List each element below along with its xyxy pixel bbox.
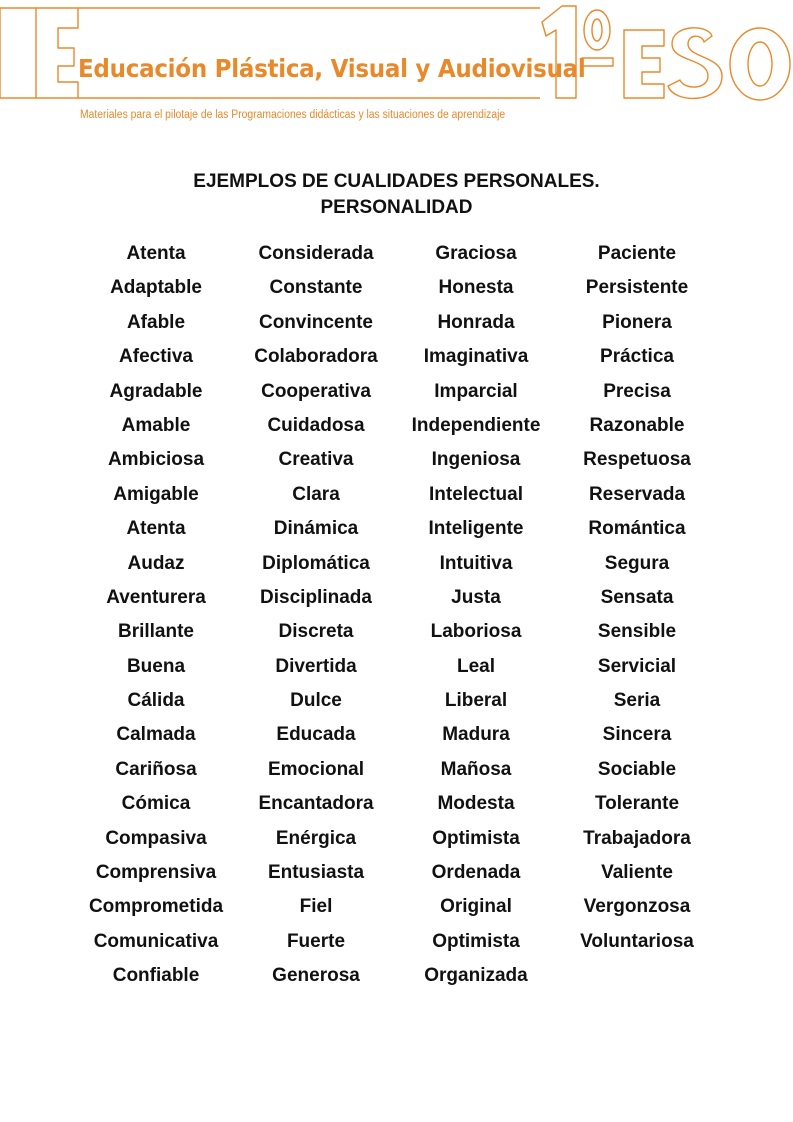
quality-word: Ordenada: [431, 862, 521, 884]
quality-word: Seria: [613, 690, 661, 712]
quality-word: Calmada: [116, 724, 196, 746]
quality-word: Imaginativa: [423, 346, 529, 368]
quality-word: Ambiciosa: [107, 449, 205, 471]
qualities-word-grid: [76, 240, 718, 997]
document-title: [0, 169, 793, 221]
quality-word: Cariñosa: [115, 758, 197, 780]
quality-word: Generosa: [272, 965, 360, 987]
quality-word: Reservada: [588, 483, 686, 505]
quality-word: Atenta: [126, 518, 186, 540]
quality-word: Agradable: [109, 380, 203, 402]
quality-word: Buena: [126, 655, 186, 677]
quality-word: Madura: [442, 724, 510, 746]
eso-e-outline: [624, 30, 664, 98]
quality-word: Honesta: [438, 277, 514, 299]
quality-word: Ingeniosa: [431, 449, 521, 471]
document-title-line-1: EJEMPLOS DE CUALIDADES PERSONALES.: [193, 171, 600, 192]
quality-word: Amigable: [113, 483, 199, 505]
quality-word: Trabajadora: [583, 827, 691, 849]
quality-word: Cuidadosa: [267, 414, 365, 436]
quality-word: Clara: [292, 483, 340, 505]
quality-word: Honrada: [437, 311, 515, 333]
quality-word: Dinámica: [273, 518, 359, 540]
quality-word: Servicial: [597, 655, 677, 677]
quality-word: Cálida: [127, 690, 185, 712]
quality-word: Cómica: [121, 793, 191, 815]
quality-word: Encantadora: [258, 793, 374, 815]
quality-word: Considerada: [258, 243, 374, 264]
quality-word: Cooperativa: [261, 380, 371, 402]
quality-word: Inteligente: [428, 518, 524, 540]
quality-word: [556, 962, 718, 996]
quality-word: Discreta: [278, 621, 354, 643]
quality-word: Diplomática: [262, 552, 370, 574]
eso-s-outline: [668, 28, 722, 99]
quality-word: Afable: [126, 311, 186, 333]
quality-word: Tolerante: [594, 793, 680, 815]
quality-word: Sensible: [597, 621, 677, 643]
quality-word: Sincera: [602, 724, 672, 746]
quality-word: Original: [440, 896, 512, 918]
quality-word: Enérgica: [275, 827, 357, 849]
quality-word: Sensata: [600, 586, 674, 608]
quality-word: Comprometida: [88, 896, 224, 918]
quality-word: Creativa: [278, 449, 354, 471]
quality-word: Vergonzosa: [583, 896, 691, 918]
quality-word: Divertida: [275, 655, 357, 677]
series-title: Educación Plástica, Visual y Audiovisual: [78, 54, 586, 83]
quality-word: Respetuosa: [583, 449, 691, 471]
series-subtitle: Materiales para el pilotaje de las Programaciones didácticas y las situaciones de aprendizaje: [80, 109, 506, 121]
quality-word: Fuerte: [286, 930, 346, 952]
quality-word: Imparcial: [434, 380, 518, 402]
quality-word: Intelectual: [429, 483, 523, 505]
quality-word: Optimista: [432, 827, 520, 849]
quality-word: Persistente: [585, 277, 689, 299]
ordinal-o-outline: [584, 10, 610, 50]
quality-word: Valiente: [601, 862, 673, 884]
quality-word: Sociable: [597, 758, 677, 780]
quality-word: Disciplinada: [260, 586, 372, 608]
quality-word: Afectiva: [119, 346, 193, 368]
quality-word: Liberal: [444, 690, 508, 712]
quality-word: Pionera: [602, 311, 672, 333]
quality-word: Optimista: [432, 930, 520, 952]
quality-word: Razonable: [589, 414, 685, 436]
quality-word: Comprensiva: [95, 862, 217, 884]
quality-word: Segura: [604, 552, 670, 574]
quality-word: Dulce: [290, 690, 342, 712]
quality-word: Justa: [451, 586, 501, 608]
quality-word: Audaz: [127, 552, 185, 574]
quality-word: Compasiva: [105, 827, 207, 849]
quality-word: Romántica: [588, 518, 686, 540]
quality-word: Organizada: [424, 965, 528, 987]
quality-word: Atenta: [126, 243, 186, 264]
quality-word: Independiente: [411, 414, 541, 436]
quality-word: Convincente: [258, 311, 374, 333]
quality-word: Modesta: [437, 793, 515, 815]
quality-word: Graciosa: [435, 243, 517, 264]
quality-word: Comunicativa: [93, 930, 219, 952]
quality-word: Colaboradora: [254, 346, 378, 368]
quality-word: Amable: [121, 414, 191, 436]
quality-word: Paciente: [597, 243, 677, 264]
eso-o-outline: [730, 28, 790, 100]
quality-word: Leal: [456, 655, 496, 677]
quality-word: Mañosa: [440, 758, 512, 780]
quality-word: Laboriosa: [430, 621, 522, 643]
quality-word: Brillante: [117, 621, 195, 643]
digit-one-outline: [542, 6, 576, 98]
quality-word: Voluntariosa: [580, 930, 694, 952]
quality-word: Precisa: [603, 380, 671, 402]
quality-word: Aventurera: [106, 586, 206, 608]
quality-word: Entusiasta: [267, 862, 365, 884]
quality-word: Adaptable: [110, 277, 202, 299]
quality-word: Emocional: [267, 758, 365, 780]
quality-word: Confiable: [112, 965, 200, 987]
big-e-letter-outline: [36, 8, 78, 98]
document-title-line-2: PERSONALIDAD: [320, 197, 473, 218]
quality-word: Práctica: [600, 346, 674, 368]
quality-word: Intuitiva: [439, 552, 513, 574]
quality-word: Educada: [276, 724, 356, 746]
quality-word: Fiel: [299, 896, 333, 918]
page-header: [0, 0, 793, 130]
quality-word: Constante: [269, 277, 363, 299]
